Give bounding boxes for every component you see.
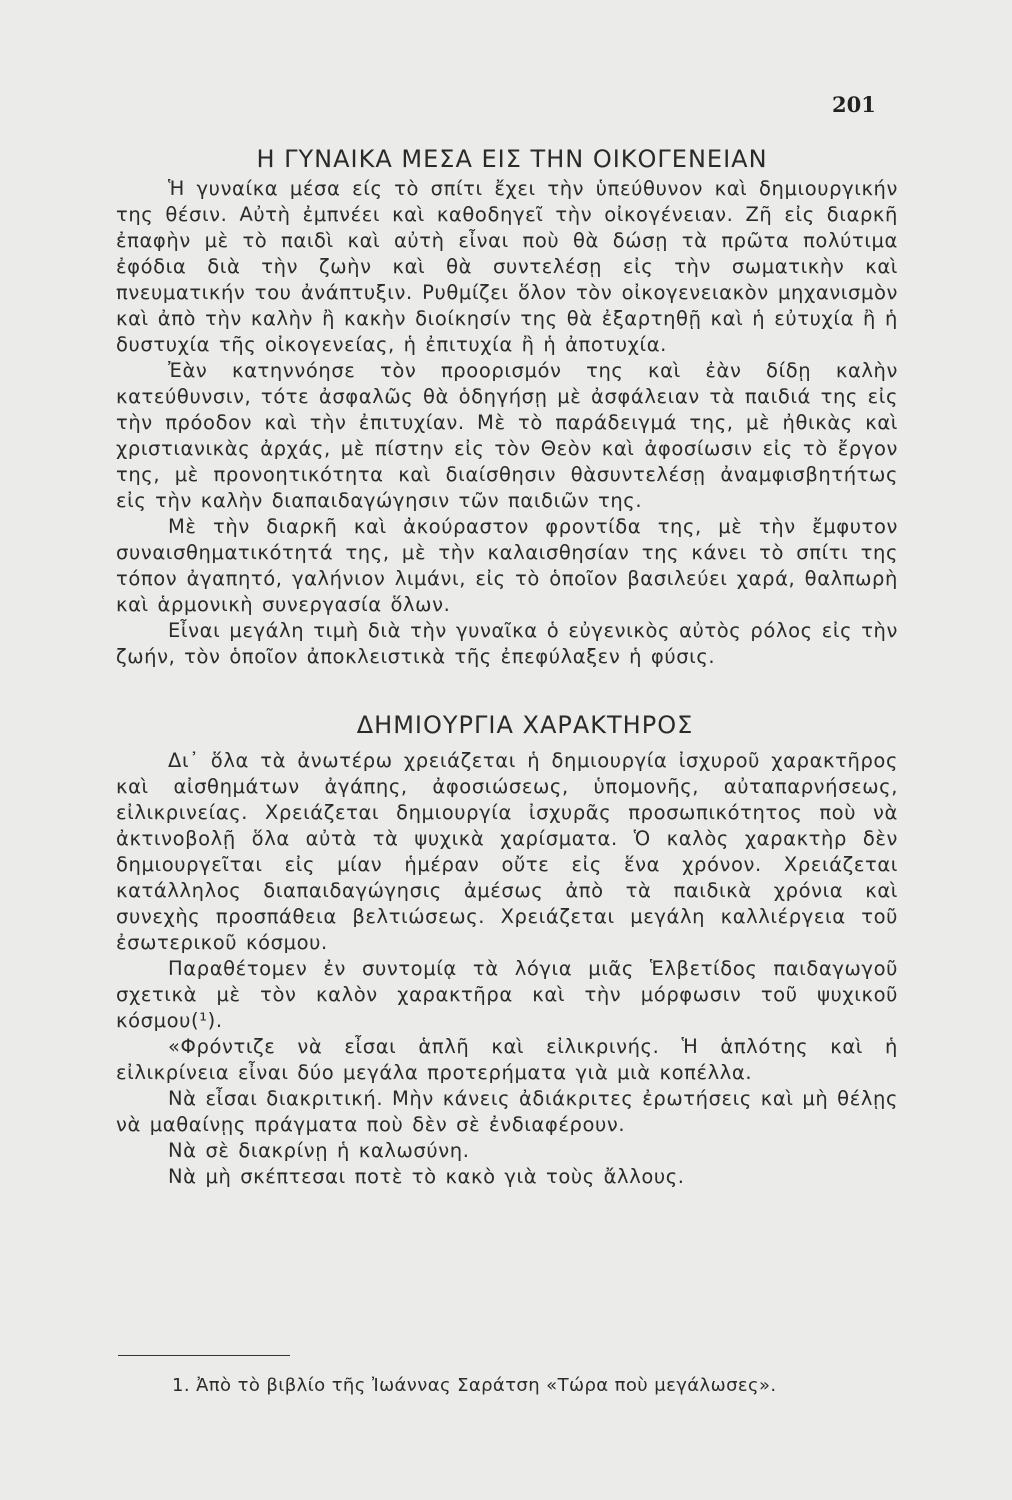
- paragraph: Εἶναι μεγάλη τιμὴ διὰ τὴν γυναῖκα ὁ εὐγενικὸς αὐτὸς ρόλος εἰς τὴν ζωήν, τὸν ὁποῖον ἀποκλειστικὰ τῆς ἐπεφύλαξεν ἡ φύσις.: [116, 619, 898, 668]
- paragraph: Νὰ μὴ σκέπτεσαι ποτὲ τὸ κακὸ γιὰ τοὺς ἄλλους.: [168, 1165, 685, 1188]
- paragraph: Μὲ τὴν διαρκῆ καὶ ἀκούραστον φροντίδα της, μὲ τὴν ἔμφυτον συναισθηματικότητά της, μὲ τὴν καλαισθησίαν της κάνει τὸ σπίτι της τόπον ἀγαπητό, γαλήνιον λιμάνι, εἰς τὸ ὁποῖον βασιλεύει χαρά, θαλπωρὴ καὶ ἁρμονικὴ συνεργασία ὅλων.: [116, 515, 898, 616]
- paragraph: Νὰ σὲ διακρίνῃ ἡ καλωσύνη.: [168, 1139, 470, 1162]
- footnote-divider: [118, 1355, 290, 1356]
- footnote: 1. Ἀπὸ τὸ βιβλίο τῆς Ἰωάννας Σαράτση «Τώρα ποὺ μεγάλωσες».: [172, 1375, 777, 1396]
- paragraph: Παραθέτομεν ἐν συντομίᾳ τὰ λόγια μιᾶς Ἑλβετίδος παιδαγωγοῦ σχετικὰ μὲ τὸν καλὸν χαρακτῆρα καὶ τὴν μόρφωσιν τοῦ ψυχικοῦ κόσμου(¹).: [116, 957, 898, 1032]
- paragraph: Ἐὰν κατηννόησε τὸν προορισμόν της καὶ ἐὰν δίδῃ καλὴν κατεύθυνσιν, τότε ἀσφαλῶς θὰ ὁδηγήσῃ μὲ ἀσφάλειαν τὰ παιδιά της εἰς τὴν πρόοδον καὶ τὴν ἐπιτυχίαν. Μὲ τὸ παράδειγμά της, μὲ ἠθικὰς καὶ χριστιανικὰς ἀρχάς, μὲ πίστην εἰς τὸν Θεὸν καὶ ἀφοσίωσιν εἰς τὸ ἔργον της, μὲ προνοητικότητα καὶ διαίσθησιν θὰσυντελέσῃ ἀναμφισβητήτως εἰς τὴν καλὴν διαπαιδαγώγησιν τῶν παιδιῶν της.: [116, 359, 898, 512]
- paragraph: «Φρόντιζε νὰ εἶσαι ἁπλῆ καὶ εἰλικρινής. Ἡ ἁπλότης καὶ ἡ εἰλικρίνεια εἶναι δύο μεγάλα προτερήματα γιὰ μιὰ κοπέλλα.: [116, 1035, 898, 1084]
- text-block: [116, 142, 898, 1190]
- section-heading-character: ΔΗΜΙΟΥΡΓΙΑ ΧΑΡΑΚΤΗΡΟΣ: [356, 711, 694, 739]
- page-number: 201: [832, 92, 876, 117]
- paragraph: Δι᾽ ὅλα τὰ ἀνωτέρω χρειάζεται ἡ δημιουργία ἰσχυροῦ χαρακτῆρος καὶ αἰσθημάτων ἀγάπης, ἀφοσιώσεως, ὑπομονῆς, αὐταπαρνήσεως, εἰλικρινείας. Χρειάζεται δημιουργία ἰσχυρᾶς προσωπικότητος ποὺ νὰ ἀκτινοβολῇ ὅλα αὐτὰ τὰ ψυχικὰ χαρίσματα. Ὁ καλὸς χαρακτὴρ δὲν δημιουργεῖται εἰς μίαν ἡμέραν οὔτε εἰς ἕνα χρόνον. Χρειάζεται κατάλληλος διαπαιδαγώγησις ἀμέσως ἀπὸ τὰ παιδικὰ χρόνια καὶ συνεχὴς προσπάθεια βελτιώσεως. Χρειάζεται μεγάλη καλλιέργεια τοῦ ἐσωτερικοῦ κόσμου.: [116, 749, 898, 954]
- paragraph: Νὰ εἶσαι διακριτική. Μὴν κάνεις ἀδιάκριτες ἐρωτήσεις καὶ μὴ θέλῃς νὰ μαθαίνῃς πράγματα ποὺ δὲν σὲ ἐνδιαφέρουν.: [116, 1087, 898, 1136]
- section-heading-family: Η ΓΥΝΑΙΚΑ ΜΕΣΑ ΕΙΣ ΤΗΝ ΟΙΚΟΓΕΝΕΙΑΝ: [256, 145, 768, 173]
- paragraph: Ἡ γυναίκα μέσα είς τὸ σπίτι ἔχει τὴν ὑπεύθυνον καὶ δημιουργικήν της θέσιν. Αὐτὴ ἐμπνέει καὶ καθοδηγεῖ τὴν οἰκογένειαν. Ζῆ εἰς διαρκῆ ἐπαφὴν μὲ τὸ παιδὶ καὶ αὐτὴ εἶναι ποὺ θὰ δώσῃ τὰ πρῶτα πολύτιμα ἐφόδια διὰ τὴν ζωὴν καὶ θὰ συντελέσῃ εἰς τὴν σωματικὴν καὶ πνευματικήν του ἀνάπτυξιν. Ρυθμίζει ὅλον τὸν οἰκογενειακὸν μηχανισμὸν καὶ ἀπὸ τὴν καλὴν ἢ κακὴν διοίκησίν της θὰ ἐξαρτηθῇ καὶ ἡ εὐτυχία ἢ ἡ δυστυχία τῆς οἰκογενείας, ἡ ἐπιτυχία ἢ ἡ ἀποτυχία.: [116, 177, 898, 356]
